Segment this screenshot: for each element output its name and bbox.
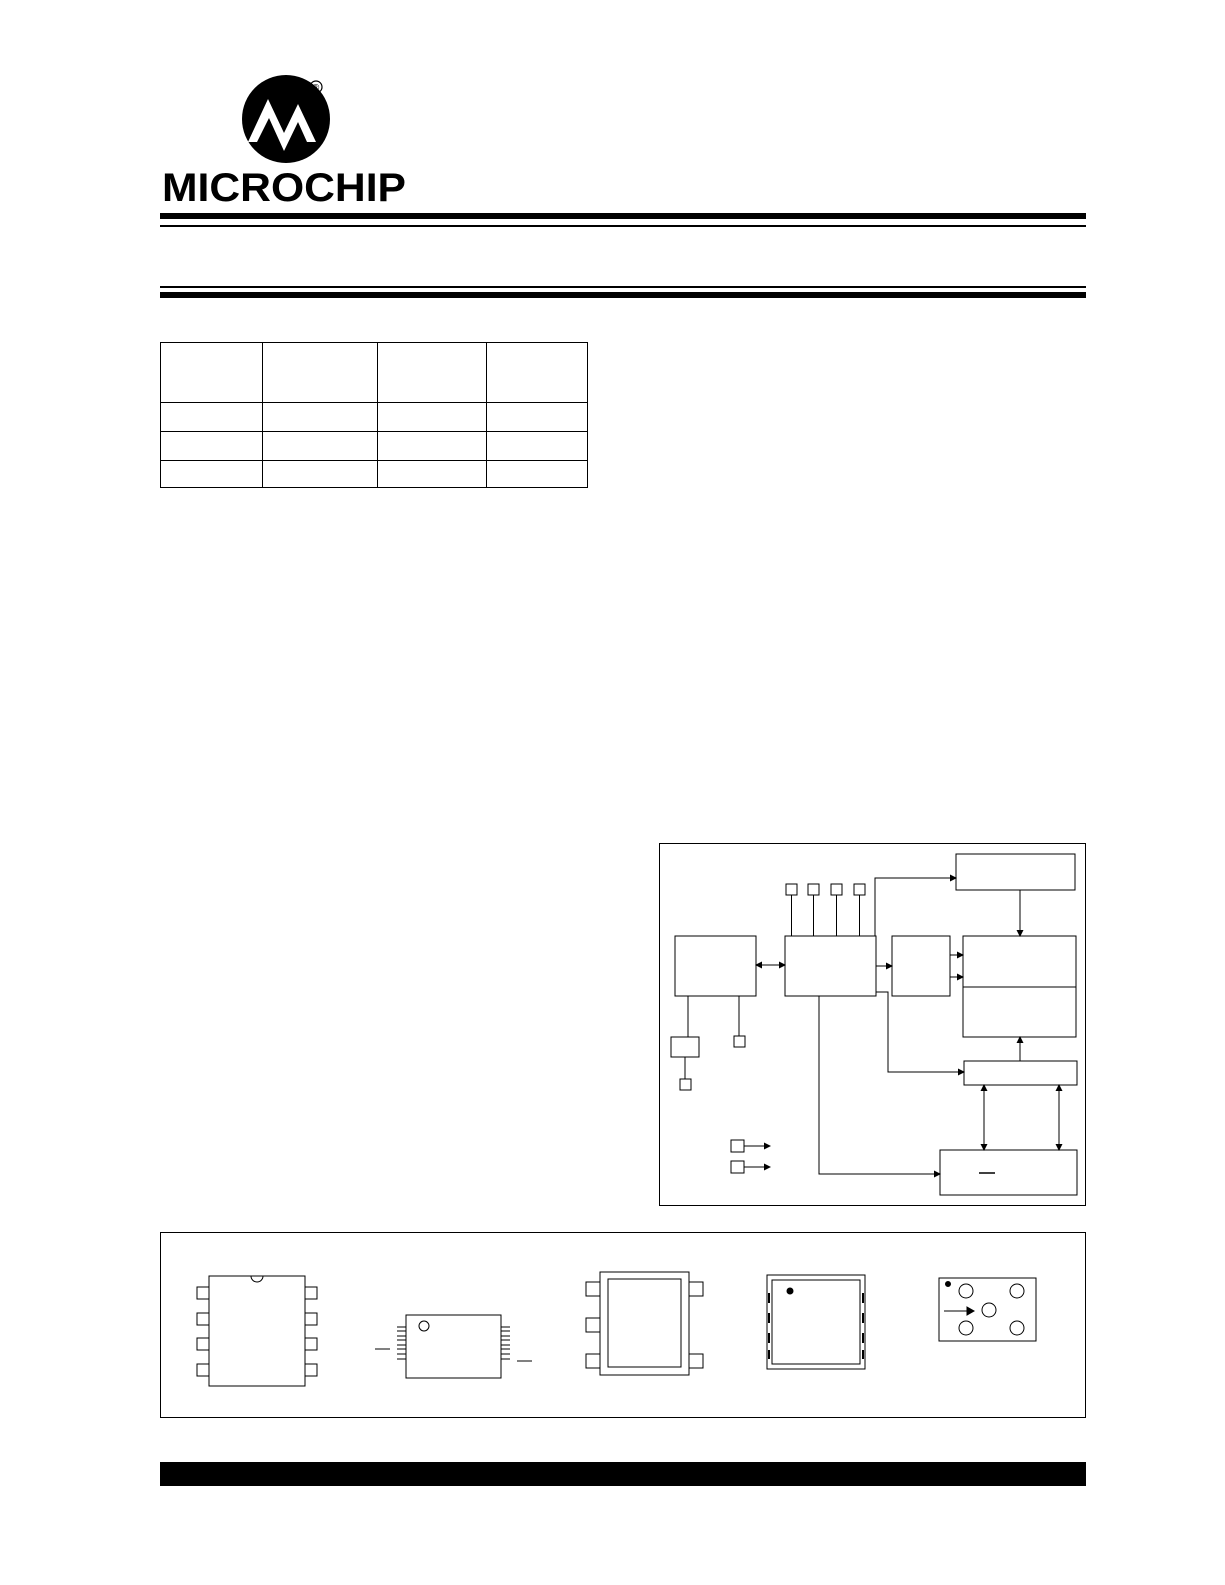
- pin-square: [680, 1079, 691, 1090]
- pin-square: [734, 1036, 745, 1047]
- table-cell: [487, 403, 588, 432]
- tssop-package: [375, 1315, 532, 1378]
- registered-mark: ®: [312, 82, 320, 93]
- hv-generator-block: [956, 854, 1075, 890]
- chip-scale-package: [939, 1278, 1036, 1341]
- package-types-box: [160, 1232, 1086, 1418]
- diagram-frame: [660, 844, 1086, 1206]
- title-rule-thin: [160, 286, 1086, 288]
- address-pin-a0: [786, 884, 797, 895]
- wp-pin: [854, 884, 865, 895]
- table-cell: [487, 343, 588, 403]
- table-cell: [161, 432, 263, 461]
- vss-pin: [731, 1161, 744, 1173]
- table-cell: [161, 343, 263, 403]
- package-drawings: [161, 1233, 1087, 1419]
- table-cell: [378, 343, 487, 403]
- sot-package: [586, 1272, 703, 1375]
- table-cell: [263, 432, 378, 461]
- table-cell: [378, 432, 487, 461]
- microchip-logo: [160, 75, 410, 210]
- table-cell: [487, 461, 588, 488]
- table-cell: [263, 343, 378, 403]
- block-diagram: [659, 843, 1086, 1206]
- sense-amp-block: [940, 1150, 1077, 1195]
- io-control-block: [675, 936, 756, 996]
- title-rule-thick: [160, 292, 1086, 298]
- address-pin-a2: [831, 884, 842, 895]
- table-row: [161, 461, 588, 488]
- table-row: [161, 403, 588, 432]
- table-cell: [378, 403, 487, 432]
- table-cell: [263, 461, 378, 488]
- dfn-package: [767, 1275, 865, 1369]
- dip-package: [197, 1276, 317, 1386]
- small-block: [671, 1037, 699, 1057]
- header-rule-thin: [160, 225, 1086, 227]
- vcc-pin: [731, 1140, 744, 1152]
- footer-bar: [160, 1462, 1086, 1486]
- header-rule-thick: [160, 213, 1086, 219]
- memory-control-logic-block: [785, 936, 876, 996]
- brand-wordmark: MICROCHIP: [162, 166, 406, 210]
- device-selection-table: [160, 342, 588, 488]
- eeprom-array-block: [963, 936, 1076, 987]
- table-cell: [263, 403, 378, 432]
- table-cell: [487, 432, 588, 461]
- y-decoder-block: [964, 1061, 1077, 1085]
- table-cell: [161, 403, 263, 432]
- page-latches-block: [963, 987, 1076, 1037]
- address-pin-a1: [808, 884, 819, 895]
- table-row: [161, 432, 588, 461]
- table-cell: [161, 461, 263, 488]
- table-cell: [378, 461, 487, 488]
- x-dec-block: [892, 936, 950, 996]
- table-header-row: [161, 343, 588, 403]
